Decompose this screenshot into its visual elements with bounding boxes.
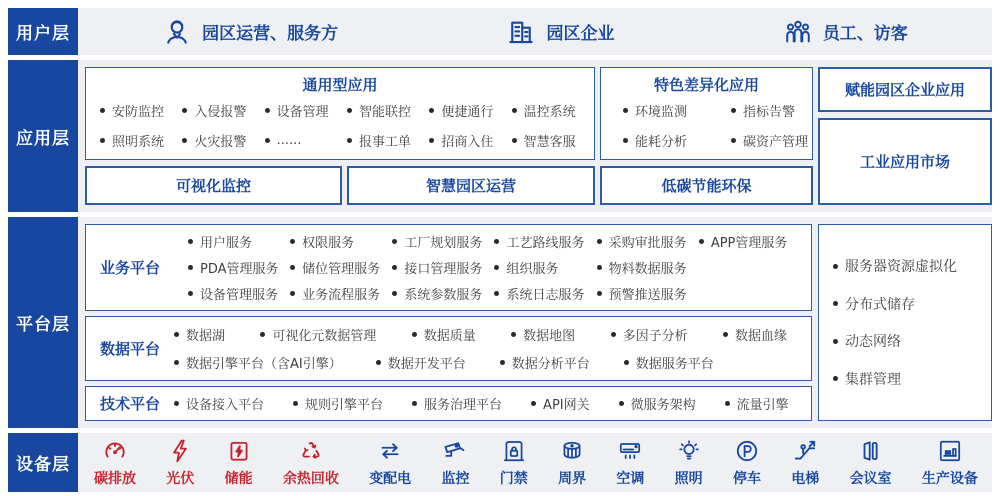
- list-item: 系统参数服务: [392, 284, 494, 303]
- business-platform-box: [85, 224, 812, 311]
- device-item-production-equipment: 生产设备: [922, 438, 978, 488]
- list-item: 环境监测: [623, 101, 723, 120]
- list-item: 设备管理服务: [188, 284, 290, 303]
- user-layer-label: 用户层: [8, 8, 78, 55]
- business-platform-body: [174, 225, 811, 310]
- list-item: 数据分析平台: [500, 353, 590, 372]
- list-item: 储位管理服务: [290, 258, 392, 277]
- list-item: 数据引擎平台（含AI引擎）: [174, 353, 342, 372]
- device-item-carbon-emission: 碳排放: [94, 438, 136, 488]
- recycle-icon: [298, 438, 324, 464]
- low-carbon-box: 低碳节能环保: [600, 166, 813, 205]
- user-layer-row: [8, 8, 992, 55]
- list-item: 微服务架构: [619, 394, 696, 413]
- list-item: 安防监控: [100, 101, 182, 120]
- device-layer-content: [82, 433, 990, 492]
- business-platform-row-3: [174, 284, 801, 303]
- lightning-icon: [167, 438, 193, 464]
- tech-platform-items: [174, 394, 801, 413]
- application-layer-row: [8, 60, 992, 212]
- list-item: 数据开发平台: [376, 353, 466, 372]
- list-item: 招商入住: [429, 131, 511, 150]
- people-icon: [783, 17, 813, 47]
- list-item: APP管理服务: [699, 232, 801, 251]
- list-item: 火灾报警: [182, 131, 264, 150]
- platform-layer-label: 平台层: [8, 217, 78, 428]
- business-platform-row-2: [174, 258, 801, 277]
- list-item: 碳资产管理: [731, 131, 812, 150]
- list-item: 工艺路线服务: [494, 232, 596, 251]
- user-group-enterprise: [506, 17, 614, 47]
- list-item: 用户服务: [188, 232, 290, 251]
- infrastructure-items: [819, 225, 991, 420]
- list-item: 指标告警: [731, 101, 812, 120]
- list-item: 可视化元数据管理: [260, 325, 376, 344]
- list-item: 集群管理: [833, 369, 985, 389]
- business-platform-row-1: [174, 232, 801, 251]
- list-item: 设备管理: [265, 101, 347, 120]
- device-item-hvac: 空调: [616, 438, 644, 488]
- list-item: 多因子分析: [611, 325, 688, 344]
- production-machine-icon: [937, 438, 963, 464]
- user-group-enterprise-label: 园区企业: [546, 24, 615, 44]
- device-layer-row: [8, 433, 992, 492]
- device-item-access-control: 门禁: [500, 438, 528, 488]
- escalator-icon: [792, 438, 818, 464]
- list-item: 流量引擎: [725, 394, 789, 413]
- special-applications-row-2: [601, 125, 812, 155]
- data-platform-row-2: [174, 353, 801, 372]
- list-item: 便捷通行: [429, 101, 511, 120]
- list-item: 数据质量: [412, 325, 476, 344]
- list-item: 采购审批服务: [597, 232, 699, 251]
- platform-layer-row: [8, 217, 992, 428]
- device-item-lighting: 照明: [675, 438, 703, 488]
- general-applications-row-2: [86, 125, 594, 155]
- data-platform-body: [174, 317, 811, 380]
- list-item: 能耗分析: [623, 131, 723, 150]
- list-item: 分布式储存: [833, 294, 985, 314]
- tech-platform-title: 技术平台: [99, 395, 160, 413]
- list-item: 数据湖: [174, 325, 225, 344]
- cctv-camera-icon: [442, 438, 468, 464]
- device-item-surveillance: 监控: [441, 438, 469, 488]
- drum-icon: [559, 438, 585, 464]
- list-item: 温控系统: [512, 101, 594, 120]
- device-item-waste-heat-recovery: 余热回收: [283, 438, 339, 488]
- enable-enterprise-apps-box: 赋能园区企业应用: [818, 67, 992, 112]
- device-layer-label: 设备层: [8, 433, 78, 492]
- list-item: 规则引擎平台: [293, 394, 383, 413]
- list-item: 服务器资源虚拟化: [833, 256, 985, 276]
- air-conditioner-icon: [617, 438, 643, 464]
- list-item: PDA管理服务: [188, 258, 290, 277]
- list-item: 设备接入平台: [174, 394, 264, 413]
- data-platform-box: [85, 316, 812, 381]
- list-item: 数据地图: [511, 325, 575, 344]
- device-item-meeting-room: 会议室: [850, 438, 892, 488]
- operator-icon: [162, 17, 192, 47]
- list-item: 智能联控: [347, 101, 429, 120]
- industrial-app-market-box: 工业应用市场: [818, 118, 992, 205]
- visual-monitoring-box: 可视化监控: [85, 166, 342, 205]
- list-item: 权限服务: [290, 232, 392, 251]
- device-item-solar-pv: 光伏: [166, 438, 194, 488]
- light-bulb-icon: [676, 438, 702, 464]
- exchange-arrows-icon: [377, 438, 403, 464]
- general-applications-box: [85, 67, 595, 160]
- list-item: 工厂规划服务: [392, 232, 494, 251]
- battery-icon: [226, 438, 252, 464]
- user-group-staff-visitor: [783, 17, 908, 47]
- user-layer-content: [78, 8, 992, 55]
- gauge-icon: [102, 438, 128, 464]
- infrastructure-box: [818, 224, 992, 421]
- list-item: ......: [265, 133, 347, 148]
- user-group-staff-visitor-label: 员工、访客: [822, 24, 908, 44]
- application-layer-label: 应用层: [8, 60, 78, 212]
- building-icon: [506, 17, 536, 47]
- device-item-parking: 停车: [733, 438, 761, 488]
- special-applications-box: [600, 67, 813, 160]
- meeting-room-icon: [858, 438, 884, 464]
- list-item: 物料数据服务: [597, 258, 699, 277]
- list-item: 服务治理平台: [412, 394, 502, 413]
- data-platform-title: 数据平台: [99, 340, 160, 358]
- general-applications-title: 通用型应用: [302, 76, 378, 94]
- list-item: 系统日志服务: [494, 284, 596, 303]
- special-applications-title: 特色差异化应用: [653, 76, 759, 94]
- device-item-perimeter: 周界: [558, 438, 586, 488]
- list-item: 照明系统: [100, 131, 182, 150]
- list-item: API网关: [531, 394, 590, 413]
- list-item: 动态网络: [833, 331, 985, 351]
- list-item: 报事工单: [347, 131, 429, 150]
- device-item-power-distribution: 变配电: [369, 438, 411, 488]
- door-lock-icon: [501, 438, 527, 464]
- data-platform-row-1: [174, 325, 801, 344]
- parking-icon: [734, 438, 760, 464]
- user-group-operator: [162, 17, 338, 47]
- list-item: 接口管理服务: [392, 258, 494, 277]
- device-item-energy-storage: 储能: [225, 438, 253, 488]
- business-platform-title: 业务平台: [99, 259, 160, 277]
- special-applications-row-1: [601, 95, 812, 125]
- general-applications-row-1: [86, 95, 594, 125]
- user-group-operator-label: 园区运营、服务方: [202, 24, 339, 44]
- tech-platform-box: [85, 386, 812, 421]
- list-item: 预警推送服务: [597, 284, 699, 303]
- list-item: 组织服务: [494, 258, 596, 277]
- list-item: 入侵报警: [182, 101, 264, 120]
- list-item: 数据服务平台: [624, 353, 714, 372]
- device-item-elevator: 电梯: [791, 438, 819, 488]
- list-item: 业务流程服务: [290, 284, 392, 303]
- list-item: 数据血缘: [723, 325, 787, 344]
- smart-park-operation-box: 智慧园区运营: [347, 166, 595, 205]
- list-item: 智慧客服: [512, 131, 594, 150]
